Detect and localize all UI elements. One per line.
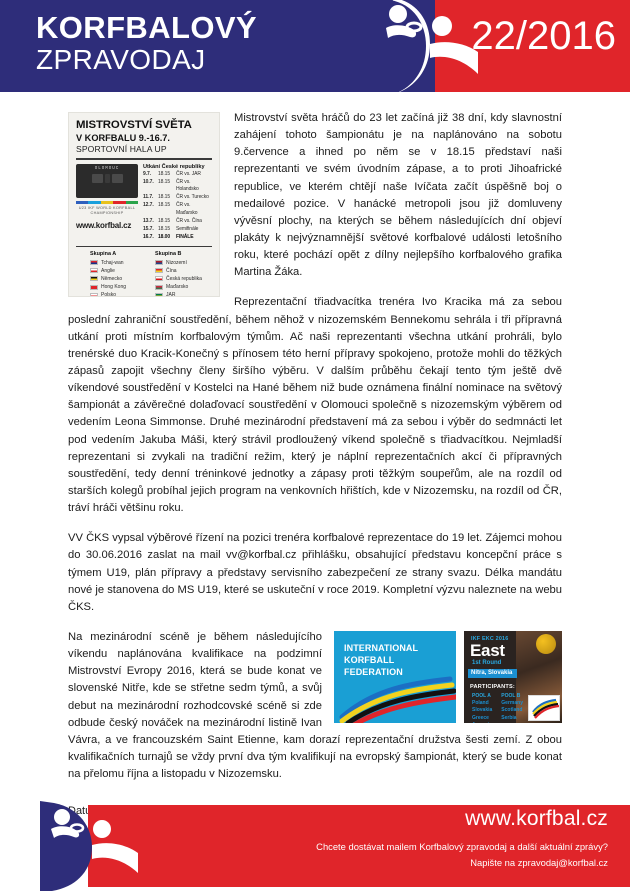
ekc-pool-team: Slovakia bbox=[472, 707, 493, 714]
flag-icon bbox=[90, 276, 98, 281]
newsletter-title bbox=[36, 12, 257, 75]
schedule-row bbox=[143, 218, 212, 226]
team-row bbox=[90, 291, 147, 297]
scoreboard-graphic bbox=[76, 164, 138, 198]
article-section-4 bbox=[68, 629, 562, 796]
team-row bbox=[155, 267, 212, 275]
scoreboard-digit bbox=[112, 174, 123, 183]
poster-website: www.korfbal.cz bbox=[76, 221, 132, 231]
ekc-pool-team: Scotland bbox=[501, 707, 523, 714]
poster-scoreboard-column bbox=[76, 164, 138, 242]
ekc-ikf-badge-icon bbox=[528, 695, 560, 721]
group-b-title: Skupina B bbox=[155, 251, 182, 258]
ekc-pool-team: Greece bbox=[472, 714, 489, 721]
ekc-pool-a-list bbox=[472, 700, 492, 723]
team-name: Čína bbox=[166, 267, 177, 274]
ekc-pool-a-title: POOL A bbox=[472, 692, 491, 699]
team-name: Anglie bbox=[101, 267, 115, 274]
article-container bbox=[0, 92, 630, 817]
page-masthead bbox=[0, 0, 630, 92]
korfball-player-logo-icon bbox=[368, 0, 488, 92]
page-footer bbox=[0, 801, 630, 891]
schedule-time: 18.15 bbox=[158, 225, 171, 232]
team-row bbox=[155, 259, 212, 267]
group-a-title: Skupina A bbox=[90, 251, 117, 258]
ikf-swoosh-icon bbox=[334, 671, 456, 723]
team-row bbox=[90, 259, 147, 267]
ikf-line-3: FEDERATION bbox=[344, 666, 403, 677]
ikf-line-1: INTERNATIONAL bbox=[344, 642, 419, 653]
schedule-time: 18.00 bbox=[158, 233, 171, 240]
world-championship-poster bbox=[68, 112, 220, 297]
schedule-match: ČR vs. Čína bbox=[176, 218, 202, 224]
flag-icon bbox=[155, 276, 163, 281]
ekc-round: 1st Round bbox=[472, 659, 502, 666]
footer-note-line-2: Napište na zpravodaj@korfbal.cz bbox=[470, 856, 608, 868]
ekc-pool-b-title: POOL B bbox=[501, 692, 521, 699]
article-paragraph-3: VV ČKS vypsal výběrové řízení na pozici trenéra korfbalové reprezentace do 19 let. Zájemci mohou do 30.06.2016 zaslat na mail vv@korfbal.cz přihlášku, obsahující představu koncepční práce s týmem U19, plán přípravy a představy servisního zabezpečení ze strany svazu. Délka mandátu nové je stanovena do MS U19, které se uskuteční v roce 2019. Kompletní výzvu naleznete na webu ČKS. bbox=[68, 532, 562, 613]
schedule-time: 18.15 bbox=[158, 202, 171, 209]
flag-icon bbox=[90, 293, 98, 297]
schedule-row bbox=[143, 179, 212, 195]
ekc-korfball-icon bbox=[536, 634, 556, 654]
schedule-date: 13.7. bbox=[143, 218, 154, 224]
schedule-date: 9.7. bbox=[143, 170, 151, 177]
schedule-title: Utkání České republiky bbox=[143, 163, 205, 170]
footer-note-line-1: Chcete dostávat mailem Korfbalový zpravodaj a další aktuální zprávy? bbox=[316, 841, 608, 852]
team-name: Maďarsko bbox=[166, 283, 189, 290]
schedule-match: ČR vs. Maďarsko bbox=[176, 202, 198, 217]
title-line-1: KORFBALOVÝ bbox=[36, 10, 257, 45]
team-name: JAR bbox=[166, 292, 176, 297]
schedule-match: ČR vs. Holandsko bbox=[176, 178, 199, 193]
flag-icon bbox=[155, 268, 163, 273]
footer-subscribe-note bbox=[316, 839, 608, 870]
flag-icon bbox=[155, 293, 163, 297]
ikf-logo bbox=[334, 631, 456, 723]
schedule-row bbox=[143, 234, 212, 242]
issue-number: 22/2016 bbox=[471, 14, 616, 58]
team-name: Hong Kong bbox=[101, 283, 127, 290]
poster-groups bbox=[76, 251, 212, 297]
color-swatch bbox=[88, 201, 100, 204]
ekc-pools bbox=[472, 693, 523, 723]
ikf-line-2: KORFBALL bbox=[344, 654, 395, 665]
poster-venue: SPORTOVNÍ HALA UP bbox=[76, 143, 167, 154]
team-row bbox=[90, 267, 147, 275]
ekc-pool-b bbox=[501, 693, 523, 723]
color-swatch bbox=[76, 201, 88, 204]
team-name: Polsko bbox=[101, 292, 117, 297]
schedule-time: 18.15 bbox=[158, 178, 171, 185]
poster-heading-primary: MISTROVSTVÍ SVĚTA bbox=[76, 119, 192, 131]
scoreboard-digits bbox=[76, 174, 138, 183]
ekc-pool-a bbox=[472, 693, 492, 723]
poster-middle-section bbox=[76, 164, 212, 242]
schedule-date: 15.7. bbox=[143, 225, 154, 232]
schedule-date: 16.7. bbox=[143, 233, 154, 240]
group-a-team-list bbox=[90, 259, 147, 297]
schedule-time: 18.15 bbox=[158, 194, 171, 201]
poster-schedule-column bbox=[143, 164, 212, 242]
schedule-time: 18.15 bbox=[158, 218, 171, 224]
team-name: Nizozemí bbox=[166, 259, 187, 266]
poster-color-bar bbox=[76, 201, 138, 204]
team-row bbox=[90, 283, 147, 291]
ekc-east-logo bbox=[464, 631, 562, 723]
ekc-title: East bbox=[470, 640, 505, 660]
schedule-row bbox=[143, 202, 212, 218]
schedule-match: Semifinále bbox=[176, 225, 199, 232]
schedule-row bbox=[143, 171, 212, 179]
scoreboard-digit bbox=[92, 174, 103, 183]
ekc-pool-team: Germany bbox=[501, 700, 523, 707]
poster-tagline-line-2: CHAMPIONSHIP bbox=[90, 211, 124, 216]
ekc-participants-label: PARTICIPANTS: bbox=[470, 683, 515, 690]
scoreboard-separator bbox=[105, 174, 110, 183]
team-row bbox=[155, 283, 212, 291]
team-name: Česká republika bbox=[166, 275, 202, 282]
ekc-pool-team bbox=[472, 722, 492, 723]
team-name: Německo bbox=[101, 275, 123, 282]
flag-icon bbox=[155, 260, 163, 265]
group-a bbox=[90, 251, 147, 297]
schedule-row bbox=[143, 226, 212, 234]
team-row bbox=[155, 275, 212, 283]
poster-divider-2 bbox=[76, 246, 212, 248]
flag-icon bbox=[155, 285, 163, 290]
team-row bbox=[155, 291, 212, 297]
ekc-tag: IKF EKC 2016 bbox=[471, 635, 509, 642]
team-name: Tchaj-wan bbox=[101, 259, 124, 266]
flag-icon bbox=[90, 260, 98, 265]
group-b bbox=[155, 251, 212, 297]
schedule-list bbox=[143, 171, 212, 242]
schedule-match: FINÁLE bbox=[176, 233, 194, 240]
schedule-date: 11.7. bbox=[143, 194, 154, 201]
flag-icon bbox=[90, 285, 98, 290]
color-swatch bbox=[101, 201, 113, 204]
article-paragraph-4: Na mezinárodní scéně je během následujícího víkendu naplánována kvalifikace na podzimní Mistrovství Evropy 2016, která se bude konat ve slovenské Nitře, kde se střetne sedm týmů, a svůj debut na mezinárodní rozhodcovské scéně si zde odbude český nováček na mezinárodní listině Ivan Vávra, a ve francouzském Saint Etienne, kam dorazí reprezentační družstva šesti zemí. Z obou kvalifikačních turnajů se vždy první dva tým kvalifikují na evropský šampionát, který se bude konat na přelomu října a listopadu v Nizozemsku. bbox=[68, 630, 562, 781]
schedule-match: ČR vs. JAR bbox=[176, 170, 201, 177]
ekc-pool-team: Serbia bbox=[501, 714, 517, 721]
page-body bbox=[0, 92, 630, 817]
poster-heading-secondary: V KORFBALU 9.-16.7. bbox=[76, 132, 170, 143]
poster-tagline-line-1: U23 IKF WORLD KORFBALL bbox=[78, 205, 136, 210]
ekc-pool-b-list bbox=[501, 700, 523, 722]
color-swatch bbox=[126, 201, 138, 204]
color-swatch bbox=[113, 201, 125, 204]
publication-date: Datum bbox=[68, 805, 101, 818]
ekc-city: Nitra, Slovakia bbox=[468, 669, 517, 678]
article-paragraph-2: Reprezentační třiadvacítka trenéra Ivo Kracika má za sebou poslední zahraniční soustředění, během něhož v nizozemském Bennekomu sehrála i tři přípravná utkání proti místním korfbalovým týmům. Ač naši reprezentanti všechna utkání prohráli, bylo trenérské duo Kracik-Konečný s přínosem této herní přípravy spokojeno, protože mohli do těžkých zápasů zapojit všechny členy širšího výběru. V dalším průběhu čekají tento tým ještě dvě víkendové soustředění v Kostelci na Hané během niž bude oznámena finální nominace na světový šampionát a závěrečné dolaďovací soustředění v Olomouci společně s nizozemským výběrem od vedením Leona Simmonse. Druhé mezinárodní představení má za sebou i výběr do sedmnácti let pod vedením Jakuba Máši, který strávil prodloužený víkend společně s třiadvacítkou. Nejmladší reprezentani si zvykali na tradiční režim, který je náplní reprezentačních akcí či přípravných soustředění, tedy denní tréninkové jednotky a zápasy proti těžkým soupeřům, ale na rozdíl od starších kolegů probíhal jejich program na venkovních hřištích, kde v Nizozemsku, na rozdíl od ČR, tráví hráči většinu roku. bbox=[68, 296, 562, 515]
team-row bbox=[90, 275, 147, 283]
scoreboard-city-label: OLOMOUC bbox=[94, 166, 120, 171]
ekc-pool-team: Poland bbox=[472, 700, 489, 707]
schedule-date: 10.7. bbox=[143, 178, 154, 185]
title-line-2: ZPRAVODAJ bbox=[36, 43, 206, 75]
poster-divider bbox=[76, 158, 212, 160]
logo-group bbox=[334, 631, 562, 723]
schedule-date: 12.7. bbox=[143, 202, 154, 209]
schedule-match: ČR vs. Turecko bbox=[176, 194, 209, 201]
article-paragraph-1: Mistrovství světa hráčů do 23 let začíná již 38 dní, kdy slavnostní zahájení tohoto šampionátu je na naplánováno na sobotu 9.července a ihned po něm se v 18.15 představí naši reprezentanti ve svém úvodním zápase, a to proti Jihoafrické republice, ve kterém chtějí naše Ivíčata začít úspěšně boj o medailové pozice. V hanácké metropoli jsou již domluveny vývěsní plochy, na kterých se během následujících dní objeví plakáty k nejvýznamnější světové korfbalové události letošního roku, které pochází opět z dílny nejlepšího korfbalového grafika Martina Žáka. bbox=[234, 112, 562, 279]
group-b-team-list bbox=[155, 259, 212, 297]
schedule-time: 18.15 bbox=[158, 170, 171, 177]
ikf-badge-swoosh-icon bbox=[529, 696, 559, 720]
flag-icon bbox=[90, 268, 98, 273]
footer-website[interactable]: www.korfbal.cz bbox=[465, 807, 608, 830]
korfball-player-footer-icon bbox=[36, 801, 146, 891]
poster-tagline bbox=[76, 206, 138, 217]
